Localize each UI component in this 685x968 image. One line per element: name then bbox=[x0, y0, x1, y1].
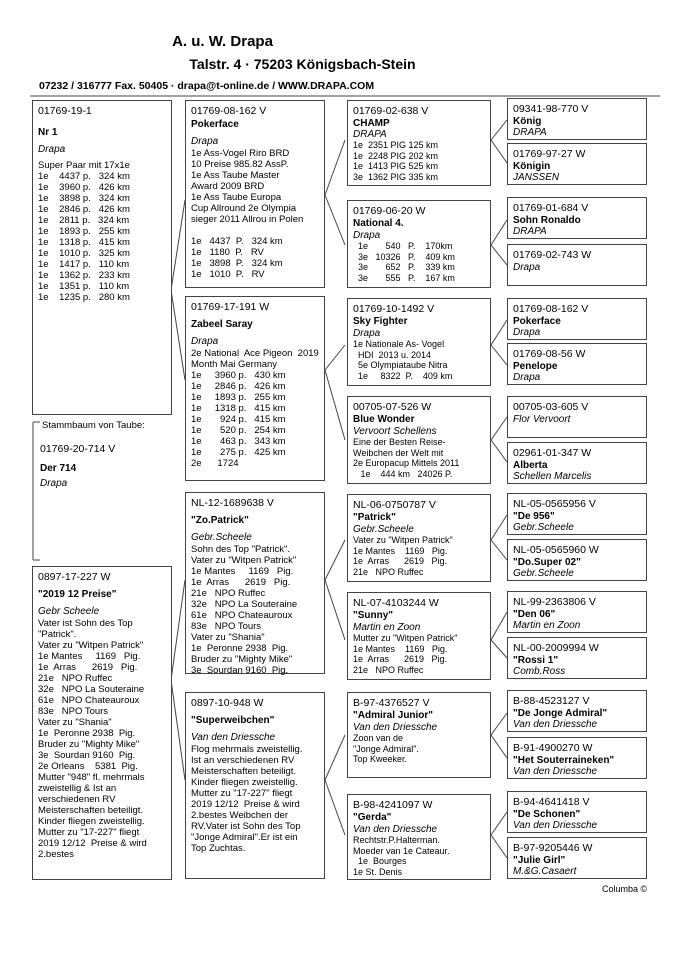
perf-line: 1e 8322 P. 409 km bbox=[353, 370, 453, 381]
perf-line: 2e National Ace Pigeon 2019 bbox=[191, 348, 319, 359]
perf-line: 61e NPO Chateauroux bbox=[191, 610, 293, 621]
perf-line: Zoon van de bbox=[353, 733, 404, 743]
perf-line bbox=[191, 225, 319, 236]
pigeon-owner: JANSSEN bbox=[513, 172, 560, 183]
pigeon-name: König bbox=[513, 116, 542, 127]
ring-number: 01769-17-191 W bbox=[191, 301, 270, 313]
pigeon-owner: Gebr.Scheele bbox=[513, 568, 574, 579]
pedigree-card-e7[interactable] bbox=[507, 396, 647, 438]
pigeon-name: Königin bbox=[513, 161, 551, 172]
perf-line: 1e 1893 p. 255 km bbox=[191, 392, 286, 403]
perf-line: 1e 1235 p. 280 km bbox=[38, 292, 130, 303]
perf-line: 32e NPO La Souteraine bbox=[38, 684, 145, 695]
perf-line: 3e 1362 PIG 335 km bbox=[353, 171, 439, 182]
pigeon-owner: Drapa bbox=[513, 262, 541, 273]
pigeon-owner: Drapa bbox=[513, 372, 541, 383]
pedigree-card-granddam-1[interactable] bbox=[185, 296, 325, 481]
pigeon-owner: Comb.Ross bbox=[513, 666, 566, 677]
perf-line: "Jonge Admiral". bbox=[353, 743, 419, 754]
perf-line: 1e Mantes 1169 Pig. bbox=[191, 566, 294, 577]
perf-line: 83e NPO Tours bbox=[38, 706, 109, 717]
perf-line: 1e 520 p. 254 km bbox=[191, 425, 286, 436]
perf-line: Kinder fliegen zweistellig. bbox=[38, 816, 145, 827]
pigeon-name: "Sunny" bbox=[353, 610, 394, 621]
perf-line: 1e Ass-Vogel Riro BRD bbox=[191, 148, 290, 159]
perf-line: 1e Arras 2619 Pig. bbox=[353, 556, 448, 566]
perf-line: "Jonge Admiral".Er ist ein bbox=[191, 832, 298, 843]
pigeon-owner: Flor Vervoort bbox=[513, 414, 571, 425]
columba-footer: Columba © bbox=[602, 884, 648, 894]
ring-number: 09341-98-770 V bbox=[513, 103, 589, 115]
pigeon-name: "Admiral Junior" bbox=[353, 710, 434, 721]
pigeon-owner: Van den Driessche bbox=[513, 719, 598, 730]
perf-line: 3e Sourdan 9160 Pig. bbox=[38, 750, 136, 761]
pigeon-name: "De Schonen" bbox=[513, 809, 581, 820]
ring-number: 01769-97-27 W bbox=[513, 148, 586, 160]
breeder-address: Talstr. 4 · 75203 Königsbach-Stein bbox=[189, 56, 416, 72]
pigeon-name: "Het Souterraineken" bbox=[513, 755, 615, 766]
perf-line: 1e Mantes 1169 Pig. bbox=[353, 545, 448, 556]
perf-line: 21e NPO Ruffec bbox=[38, 673, 113, 684]
pigeon-owner: Drapa bbox=[191, 336, 219, 347]
perf-line: HDI 2013 u. 2014 bbox=[353, 349, 432, 360]
perf-line: 1e 2811 p. 324 km bbox=[38, 215, 130, 226]
pedigree-card-grandsire-2[interactable] bbox=[185, 492, 325, 674]
pedigree-card-e3[interactable] bbox=[507, 197, 647, 239]
perf-line: RV.Vater ist Sohn des Top bbox=[191, 821, 301, 832]
perf-line: 1e 1362 p. 233 km bbox=[38, 270, 130, 281]
perf-line: Bruder zu "Mighty Mike" bbox=[191, 654, 293, 665]
pigeon-name: "Zo.Patrick" bbox=[191, 515, 249, 526]
perf-line: 1e 444 km 24026 P. bbox=[353, 468, 453, 479]
perf-line: Cup Allround 2e Olympia bbox=[191, 203, 297, 214]
pigeon-owner: Martin en Zoon bbox=[513, 620, 581, 631]
ring-number: B-97-9205446 W bbox=[513, 842, 593, 854]
pigeon-name: Nr 1 bbox=[38, 127, 58, 138]
pigeon-owner: DRAPA bbox=[513, 226, 547, 237]
ring-number: NL-07-4103244 W bbox=[353, 597, 439, 609]
ring-number: NL-06-0750787 V bbox=[353, 499, 436, 511]
pedigree-card-e14[interactable] bbox=[507, 737, 647, 779]
perf-line: 1e 1417 p. 110 km bbox=[38, 259, 130, 270]
perf-line: Moeder van 1e Cateaur. bbox=[353, 845, 450, 856]
perf-line: 1e Bourges bbox=[353, 856, 407, 866]
perf-line: 1e 924 p. 415 km bbox=[191, 414, 286, 425]
pigeon-name: "De Jonge Admiral" bbox=[513, 708, 608, 719]
pedigree-card-e5[interactable] bbox=[507, 298, 647, 340]
perf-line: Vater zu "Witpen Patrick" bbox=[191, 555, 297, 566]
ring-number: 01769-02-743 W bbox=[513, 249, 592, 261]
pedigree-card-e12[interactable] bbox=[507, 637, 647, 679]
perf-line: Mutter "948" fl. mehrmals bbox=[38, 772, 145, 783]
pigeon-owner: Van den Driessche bbox=[191, 732, 276, 743]
ring-number: 01769-08-162 V bbox=[191, 105, 267, 117]
perf-line: 2e 1724 bbox=[191, 458, 239, 469]
ring-number: NL-05-0565956 V bbox=[513, 498, 596, 510]
pigeon-name: Zabeel Saray bbox=[191, 319, 253, 330]
perf-line: 1e 1351 p. 110 km bbox=[38, 281, 130, 292]
ring-number: NL-05-0565960 W bbox=[513, 544, 599, 556]
perf-line: 2e Orleans 5381 Pig. bbox=[38, 761, 138, 772]
perf-line: 1e Mantes 1169 Pig. bbox=[38, 651, 141, 662]
subject-pigeon[interactable] bbox=[40, 443, 160, 489]
pigeon-name: "Rossi 1" bbox=[513, 655, 559, 666]
perf-line: sieger 2011 Allrou in Polen bbox=[191, 214, 304, 225]
perf-line: 1e Nationale As- Vogel bbox=[353, 339, 445, 349]
stammbaum-label: Stammbaum von Taube: bbox=[42, 420, 145, 431]
perf-line: Bruder zu "Mighty Mike" bbox=[38, 739, 140, 750]
perf-line: 1e 4437 P. 324 km bbox=[191, 236, 283, 247]
perf-line: 1e 1180 P. RV bbox=[191, 247, 264, 258]
pigeon-name: Alberta bbox=[513, 460, 548, 471]
performance-list bbox=[38, 618, 166, 860]
performance-list bbox=[191, 744, 319, 854]
pedigree-card-e13[interactable] bbox=[507, 690, 647, 732]
pedigree-card-e1[interactable] bbox=[507, 98, 647, 140]
perf-line: Mutter zu "17-227" fliegt bbox=[38, 827, 140, 838]
pedigree-card-d2[interactable] bbox=[347, 200, 491, 288]
perf-line: "Patrick". bbox=[38, 629, 77, 640]
perf-line: Vater zu "Witpen Patrick" bbox=[353, 535, 453, 545]
pigeon-owner: Drapa bbox=[191, 136, 219, 147]
ring-number: 0897-10-948 W bbox=[191, 697, 264, 709]
perf-line: 1e 3960 p. 430 km bbox=[191, 370, 286, 381]
pigeon-owner: Van den Driessche bbox=[513, 820, 598, 831]
perf-line: 1e Arras 2619 Pig. bbox=[353, 654, 448, 664]
pedigree-card-e8[interactable] bbox=[507, 442, 647, 484]
pigeon-name: "Superweibchen" bbox=[191, 715, 275, 726]
perf-line: 3e Sourdan 9160 Pig. bbox=[191, 665, 289, 676]
pedigree-card-e2[interactable] bbox=[507, 143, 647, 185]
performance-list bbox=[191, 544, 319, 676]
pedigree-card-e11[interactable] bbox=[507, 591, 647, 633]
perf-line: Weibchen der Welt mit bbox=[353, 447, 444, 458]
perf-line: Vater zu "Shania" bbox=[191, 632, 265, 643]
pigeon-owner: Drapa bbox=[353, 328, 381, 339]
ring-number: 00705-07-526 W bbox=[353, 401, 432, 413]
pigeon-name: "Gerda" bbox=[353, 812, 392, 823]
pigeon-name: "Do.Super 02" bbox=[513, 557, 581, 568]
ring-number: B-94-4641418 V bbox=[513, 796, 590, 808]
perf-line: 21e NPO Ruffec bbox=[353, 566, 424, 577]
perf-line: Flog mehrmals zweistellig. bbox=[191, 744, 303, 755]
perf-line: Vater zu "Shania" bbox=[38, 717, 112, 728]
perf-line: 1e 1318 p. 415 km bbox=[191, 403, 286, 414]
pedigree-card-d4[interactable] bbox=[347, 396, 491, 484]
perf-line: 2019 12/12 Preise & wird bbox=[191, 799, 300, 810]
pedigree-card-granddam-2[interactable] bbox=[185, 692, 325, 879]
perf-line: Month Mai Germany bbox=[191, 359, 278, 370]
pigeon-owner: Gebr.Scheele bbox=[353, 524, 414, 535]
pigeon-owner: M.&G.Casaert bbox=[513, 866, 577, 877]
pigeon-owner: DRAPA bbox=[353, 129, 387, 140]
pedigree-card-e10[interactable] bbox=[507, 539, 647, 581]
perf-line: 1e Arras 2619 Pig. bbox=[38, 662, 138, 673]
perf-line: 1e 540 P. 170km bbox=[353, 241, 453, 251]
pedigree-card-e9[interactable] bbox=[507, 493, 647, 535]
ring-number: B-97-4376527 V bbox=[353, 697, 430, 709]
perf-line: Vater zu "Witpen Patrick" bbox=[38, 640, 144, 651]
pedigree-card-d6[interactable] bbox=[347, 592, 491, 680]
pedigree-card-d8[interactable] bbox=[347, 794, 491, 880]
pedigree-card-e4[interactable] bbox=[507, 244, 647, 286]
pigeon-owner: Drapa bbox=[513, 327, 541, 338]
ring-number: 02961-01-347 W bbox=[513, 447, 592, 459]
pedigree-card-e16[interactable] bbox=[507, 837, 647, 879]
pigeon-owner: DRAPA bbox=[513, 127, 547, 138]
pigeon-name: CHAMP bbox=[353, 118, 390, 129]
perf-line: Sohn des Top "Patrick". bbox=[191, 544, 290, 555]
perf-line: 1e Ass Taube Europa bbox=[191, 192, 282, 203]
pedigree-card-d1[interactable] bbox=[347, 100, 491, 186]
pigeon-owner: Van den Driessche bbox=[353, 722, 438, 733]
ring-number: NL-00-2009994 W bbox=[513, 642, 599, 654]
perf-line: 3e 555 P. 167 km bbox=[353, 272, 455, 283]
pigeon-name: "De 956" bbox=[513, 511, 555, 522]
pigeon-owner: Martin en Zoon bbox=[353, 622, 421, 633]
perf-line: Eine der Besten Reise- bbox=[353, 437, 446, 447]
pedigree-card-grandsire-1[interactable] bbox=[185, 100, 325, 288]
perf-line: 3e 652 P. 339 km bbox=[353, 262, 455, 272]
perf-line: 5e Olympiataube Nitra bbox=[353, 360, 448, 370]
pigeon-owner: Schellen Marcelis bbox=[513, 471, 592, 482]
ring-number: 0897-17-227 W bbox=[38, 571, 111, 583]
perf-line: zweistellig & Ist an bbox=[38, 783, 117, 794]
perf-line: 1e 1318 p. 415 km bbox=[38, 237, 130, 248]
perf-line: 1e 1010 P. RV bbox=[191, 269, 265, 280]
ring-number: NL-12-1689638 V bbox=[191, 497, 274, 509]
perf-line: Mutter zu "Witpen Patrick" bbox=[353, 633, 458, 643]
perf-line: Vater ist Sohn des Top bbox=[38, 618, 133, 629]
perf-line: Mutter zu "17-227" fliegt bbox=[191, 788, 293, 799]
perf-line: 32e NPO La Souteraine bbox=[191, 599, 298, 610]
perf-line: 1e 1010 p. 325 km bbox=[38, 248, 130, 259]
perf-line: 1e Peronne 2938 Pig. bbox=[191, 643, 289, 654]
pigeon-owner: Drapa bbox=[353, 230, 381, 241]
perf-line: 83e NPO Tours bbox=[191, 621, 262, 632]
ring-number: B-88-4523127 V bbox=[513, 695, 590, 707]
pigeon-name: "Patrick" bbox=[353, 512, 396, 523]
pedigree-card-d3[interactable] bbox=[347, 298, 491, 386]
ring-number: 01769-02-638 V bbox=[353, 105, 429, 117]
perf-line: Kinder fliegen zweistellig. bbox=[191, 777, 298, 788]
perf-line: 2.bestes Weibchen der bbox=[191, 810, 288, 821]
ring-number: NL-99-2363806 V bbox=[513, 596, 596, 608]
perf-line: 1e Arras 2619 Pig. bbox=[191, 577, 291, 588]
pigeon-name: "Den 06" bbox=[513, 609, 556, 620]
perf-line: 1e 3960 p. 426 km bbox=[38, 182, 130, 193]
pedigree-card-e6[interactable] bbox=[507, 343, 647, 385]
pigeon-name: "2019 12 Preise" bbox=[38, 589, 117, 600]
perf-line: 3e 10326 P. 409 km bbox=[353, 251, 455, 262]
ring-number: 01769-19-1 bbox=[38, 105, 92, 117]
perf-line: 2019 12/12 Preise & wird bbox=[38, 838, 147, 849]
breeder-title: A. u. W. Drapa bbox=[172, 33, 273, 50]
ring-number: B-98-4241097 W bbox=[353, 799, 433, 811]
pigeon-owner: Vervoort Schellens bbox=[353, 426, 437, 437]
pigeon-name: "Julie Girl" bbox=[513, 855, 566, 866]
perf-line: Top Zuchtas. bbox=[191, 843, 246, 854]
ring-number: 01769-20-714 V bbox=[40, 443, 116, 455]
pigeon-owner: Gebr.Scheele bbox=[513, 522, 574, 533]
pigeon-name: Pokerface bbox=[191, 119, 239, 130]
perf-line: 61e NPO Chateauroux bbox=[38, 695, 140, 706]
ring-number: 01769-10-1492 V bbox=[353, 303, 435, 315]
pigeon-name: Der 714 bbox=[40, 463, 77, 474]
pigeon-name: Sky Fighter bbox=[353, 316, 408, 327]
pigeon-owner: Drapa bbox=[38, 144, 66, 155]
perf-line: 1e 4437 p. 324 km bbox=[38, 171, 130, 182]
pedigree-card-d5[interactable] bbox=[347, 494, 491, 582]
perf-line: 1e 1413 PIG 525 km bbox=[353, 161, 439, 171]
perf-line: 1e 2846 p. 426 km bbox=[191, 381, 286, 392]
pigeon-owner: Van den Driessche bbox=[353, 824, 438, 835]
perf-line: verschiedenen RV bbox=[38, 794, 116, 805]
perf-line: Meisterschaften beteiligt. bbox=[38, 805, 144, 816]
ring-number: 01769-01-684 V bbox=[513, 202, 589, 214]
perf-line: Top Kweeker. bbox=[353, 754, 408, 764]
pedigree-card-d7[interactable] bbox=[347, 692, 491, 778]
perf-line: Award 2009 BRD bbox=[191, 181, 265, 192]
perf-line: 1e St. Denis bbox=[353, 866, 403, 877]
perf-line: 1e 2248 PIG 202 km bbox=[353, 150, 439, 161]
pigeon-name: National 4. bbox=[353, 218, 404, 229]
perf-line: 1e 3898 P. 324 km bbox=[191, 258, 283, 269]
pigeon-name: Blue Wonder bbox=[353, 414, 415, 425]
perf-line: Ist an verschiedenen RV bbox=[191, 755, 295, 766]
pigeon-owner: Van den Driessche bbox=[513, 766, 598, 777]
perf-line: 2e Europacup Mittels 2011 bbox=[353, 458, 460, 468]
perf-line: 2.bestes bbox=[38, 849, 74, 860]
pigeon-owner: Gebr Scheele bbox=[38, 606, 100, 617]
ring-number: B-91-4900270 W bbox=[513, 742, 593, 754]
perf-line: 1e 275 p. 425 km bbox=[191, 447, 286, 458]
perf-line: Super Paar mit 17x1e bbox=[38, 160, 130, 171]
pedigree-card-dam[interactable] bbox=[32, 566, 172, 880]
pigeon-owner: Drapa bbox=[40, 478, 68, 489]
ring-number: 01769-06-20 W bbox=[353, 205, 426, 217]
perf-line: 1e Peronne 2938 Pig. bbox=[38, 728, 136, 739]
perf-line: 1e Ass Taube Master bbox=[191, 170, 280, 181]
ring-number: 01769-08-162 V bbox=[513, 303, 589, 315]
perf-line: 1e 1893 p. 255 km bbox=[38, 226, 130, 237]
breeder-contact: 07232 / 316777 Fax. 50405 · drapa@t-online.de / WWW.DRAPA.COM bbox=[39, 80, 375, 92]
perf-line: 1e 463 p. 343 km bbox=[191, 436, 286, 447]
perf-line: 1e Mantes 1169 Pig. bbox=[353, 643, 448, 654]
pigeon-name: Penelope bbox=[513, 361, 558, 372]
perf-line: 21e NPO Ruffec bbox=[353, 664, 424, 675]
pigeon-owner: Gebr.Scheele bbox=[191, 532, 252, 543]
perf-line: 1e 2846 p. 426 km bbox=[38, 204, 130, 215]
perf-line: Meisterschaften beteiligt. bbox=[191, 766, 297, 777]
perf-line: 1e 3898 p. 324 km bbox=[38, 193, 130, 204]
perf-line: 1e 2351 PIG 125 km bbox=[353, 140, 439, 150]
perf-line: 21e NPO Ruffec bbox=[191, 588, 266, 599]
pigeon-name: Pokerface bbox=[513, 316, 561, 327]
pigeon-name: Sohn Ronaldo bbox=[513, 215, 581, 226]
performance-list bbox=[191, 348, 319, 469]
ring-number: 01769-08-56 W bbox=[513, 348, 586, 360]
perf-line: 10 Preise 985.82 AssP. bbox=[191, 159, 289, 170]
pedigree-card-sire[interactable] bbox=[32, 100, 172, 415]
perf-line: Rechtstr.P.Halterman. bbox=[353, 835, 440, 845]
pedigree-card-e15[interactable] bbox=[507, 791, 647, 833]
ring-number: 00705-03-605 V bbox=[513, 401, 589, 413]
performance-list bbox=[38, 160, 166, 303]
performance-list bbox=[191, 148, 319, 280]
